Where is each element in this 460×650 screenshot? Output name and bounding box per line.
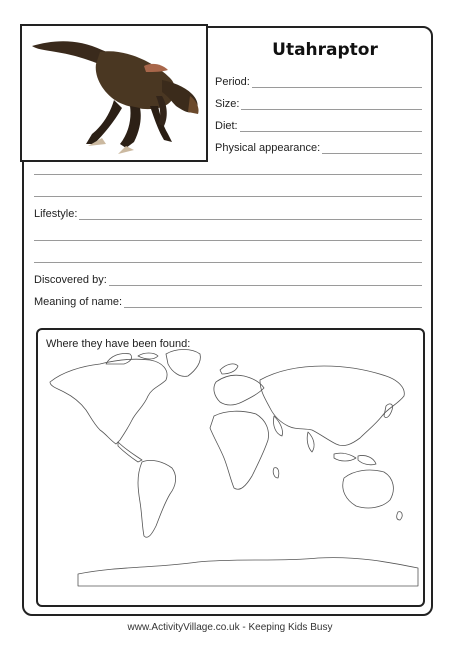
discovered-by-label: Discovered by:: [34, 274, 107, 286]
page-title: Utahraptor: [272, 40, 378, 60]
physical-appearance-answer-line[interactable]: [322, 143, 422, 154]
diet-label: Diet:: [215, 120, 238, 132]
physical-appearance-label: Physical appearance:: [215, 142, 321, 154]
world-map-panel[interactable]: [36, 328, 425, 607]
asia-outline: [260, 366, 404, 446]
size-label: Size:: [215, 98, 240, 110]
answer-line[interactable]: [34, 174, 422, 175]
footer-credit: www.ActivityVillage.co.uk - Keeping Kids Busy: [127, 622, 333, 633]
europe-outline: [214, 375, 264, 405]
period-answer-line[interactable]: [252, 77, 422, 88]
greenland-outline: [166, 350, 200, 377]
dinosaur-picture: [20, 24, 208, 162]
answer-line[interactable]: [34, 262, 422, 263]
meaning-of-name-answer-line[interactable]: [124, 297, 422, 308]
answer-line[interactable]: [34, 196, 422, 197]
discovered-by-field[interactable]: [34, 274, 422, 286]
lifestyle-answer-line[interactable]: [79, 209, 422, 220]
utahraptor-illustration: [22, 26, 206, 160]
diet-answer-line[interactable]: [240, 121, 422, 132]
period-label: Period:: [215, 76, 250, 88]
period-field[interactable]: [215, 76, 422, 88]
antarctica-outline: [78, 558, 418, 586]
world-map-outline: [38, 330, 423, 605]
discovered-by-answer-line[interactable]: [109, 275, 422, 286]
africa-outline: [210, 411, 269, 489]
south-america-outline: [138, 460, 176, 537]
meaning-of-name-field[interactable]: [34, 296, 422, 308]
physical-appearance-field[interactable]: [215, 142, 422, 154]
size-field[interactable]: [215, 98, 422, 110]
australia-outline: [343, 470, 394, 508]
meaning-of-name-label: Meaning of name:: [34, 296, 123, 308]
lifestyle-field[interactable]: [34, 208, 422, 220]
size-answer-line[interactable]: [241, 99, 422, 110]
diet-field[interactable]: [215, 120, 422, 132]
north-america-outline: [50, 359, 167, 444]
lifestyle-label: Lifestyle:: [34, 208, 78, 220]
map-label: Where they have been found:: [46, 338, 191, 350]
answer-line[interactable]: [34, 240, 422, 241]
